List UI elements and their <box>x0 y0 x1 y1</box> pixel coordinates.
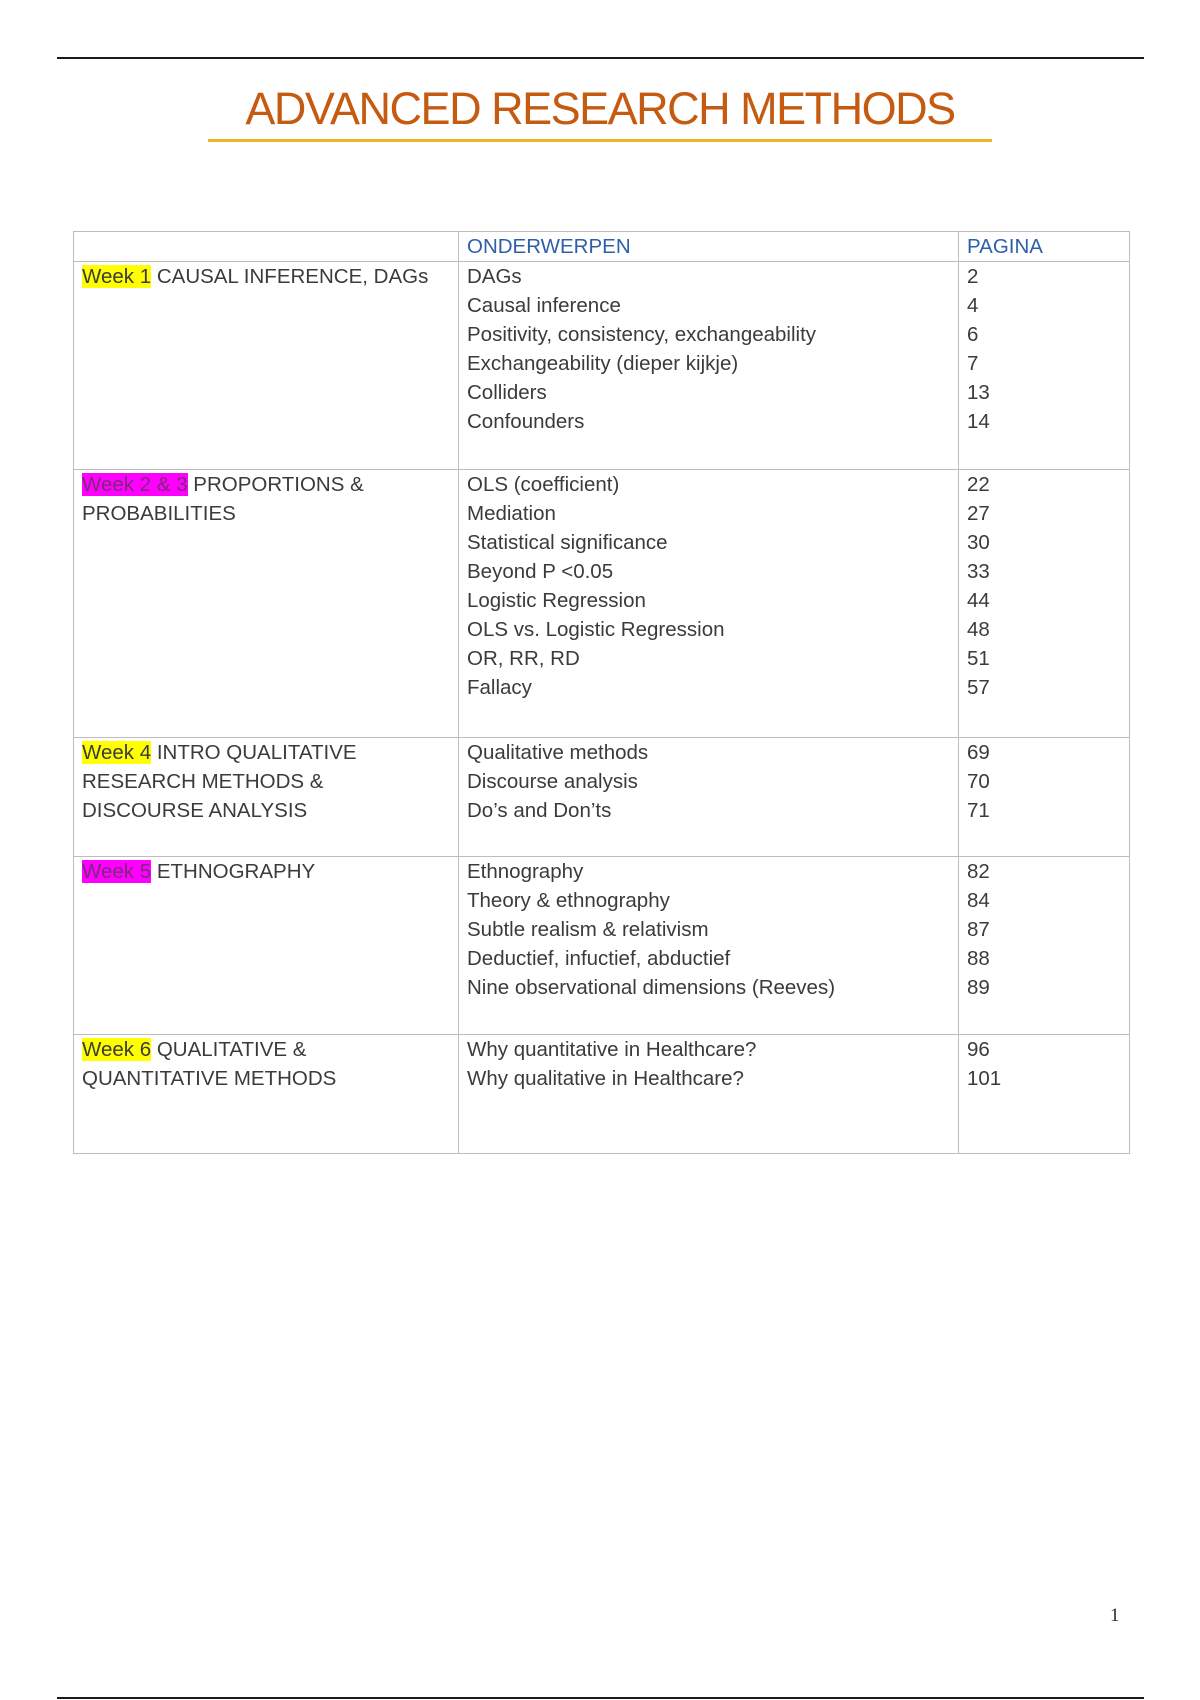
page-number: 1 <box>1110 1605 1120 1626</box>
week-label: Week 5 <box>82 860 152 883</box>
title-underline <box>208 139 992 142</box>
week-title: ETHNOGRAPHY <box>156 860 316 883</box>
topic-item: OLS (coefficient) <box>467 473 620 496</box>
topics-cell <box>459 1035 959 1154</box>
topic-item: Theory & ethnography <box>467 889 670 912</box>
toc-body <box>74 262 1130 1154</box>
page-ref: 57 <box>967 676 990 699</box>
page-ref: 89 <box>967 976 990 999</box>
page-ref: 30 <box>967 531 990 554</box>
topic-item: Mediation <box>467 502 556 525</box>
topic-item: Deductief, infuctief, abductief <box>467 947 731 970</box>
week-label: Week 2 & 3 <box>82 473 188 496</box>
topic-item: Why qualitative in Healthcare? <box>467 1067 744 1090</box>
toc-header-topics: ONDERWERPEN <box>459 232 959 262</box>
topic-item: Logistic Regression <box>467 589 646 612</box>
week-cell <box>74 738 459 857</box>
page-ref: 14 <box>967 410 990 433</box>
week-title: QUALITATIVE & QUANTITATIVE METHODS <box>82 1038 337 1090</box>
page-ref: 51 <box>967 647 990 670</box>
page-ref: 2 <box>967 265 979 288</box>
page-ref: 27 <box>967 502 990 525</box>
topic-item: Subtle realism & relativism <box>467 918 709 941</box>
page-ref: 87 <box>967 918 990 941</box>
topic-item: Colliders <box>467 381 547 404</box>
top-rule <box>57 57 1144 59</box>
document-title: ADVANCED RESEARCH METHODS <box>245 83 955 134</box>
week-cell <box>74 262 459 470</box>
topics-cell <box>459 857 959 1035</box>
topic-item: OLS vs. Logistic Regression <box>467 618 725 641</box>
page-ref: 70 <box>967 770 990 793</box>
topic-item: Why quantitative in Healthcare? <box>467 1038 757 1061</box>
week-title: CAUSAL INFERENCE, DAGs <box>156 265 429 288</box>
page-ref: 33 <box>967 560 990 583</box>
topic-item: Beyond P <0.05 <box>467 560 614 583</box>
page-ref: 101 <box>967 1067 1002 1090</box>
week-title: INTRO QUALITATIVE RESEARCH METHODS & DISCOURSE ANALYSIS <box>82 741 357 822</box>
toc-row <box>74 1035 1130 1154</box>
toc-row <box>74 738 1130 857</box>
pages-cell <box>959 857 1130 1035</box>
topic-item: OR, RR, RD <box>467 647 580 670</box>
topic-item: Exchangeability (dieper kijkje) <box>467 352 739 375</box>
topic-item: DAGs <box>467 265 522 288</box>
week-cell <box>74 470 459 738</box>
topic-item: Discourse analysis <box>467 770 638 793</box>
toc-header-week <box>74 232 459 262</box>
page-ref: 96 <box>967 1038 990 1061</box>
topic-item: Causal inference <box>467 294 621 317</box>
toc-row <box>74 470 1130 738</box>
page-ref: 44 <box>967 589 990 612</box>
bottom-rule <box>57 1697 1144 1699</box>
week-label: Week 4 <box>82 741 152 764</box>
toc-row <box>74 262 1130 470</box>
week-cell <box>74 1035 459 1154</box>
page-ref: 22 <box>967 473 990 496</box>
page-ref: 71 <box>967 799 990 822</box>
pages-cell <box>959 262 1130 470</box>
topic-item: Positivity, consistency, exchangeability <box>467 323 817 346</box>
topic-item: Do’s and Don’ts <box>467 799 612 822</box>
week-cell <box>74 857 459 1035</box>
topics-cell <box>459 262 959 470</box>
topics-cell <box>459 738 959 857</box>
week-label: Week 6 <box>82 1038 152 1061</box>
pages-cell <box>959 1035 1130 1154</box>
topic-item: Ethnography <box>467 860 584 883</box>
page-ref: 4 <box>967 294 979 317</box>
page-ref: 88 <box>967 947 990 970</box>
page-ref: 82 <box>967 860 990 883</box>
topic-item: Statistical significance <box>467 531 668 554</box>
topics-cell <box>459 470 959 738</box>
page-ref: 84 <box>967 889 990 912</box>
topic-item: Confounders <box>467 410 585 433</box>
table-of-contents <box>73 231 1130 1154</box>
page-ref: 48 <box>967 618 990 641</box>
page-ref: 7 <box>967 352 979 375</box>
toc-header-row <box>74 232 1130 262</box>
week-title: PROPORTIONS & PROBABILITIES <box>82 473 364 525</box>
toc-row <box>74 857 1130 1035</box>
topic-item: Qualitative methods <box>467 741 649 764</box>
page-ref: 13 <box>967 381 990 404</box>
page-ref: 6 <box>967 323 979 346</box>
week-label: Week 1 <box>82 265 152 288</box>
topic-item: Fallacy <box>467 676 532 699</box>
pages-cell <box>959 738 1130 857</box>
pages-cell <box>959 470 1130 738</box>
toc-header-page: PAGINA <box>959 232 1130 262</box>
page-ref: 69 <box>967 741 990 764</box>
topic-item: Nine observational dimensions (Reeves) <box>467 976 836 999</box>
